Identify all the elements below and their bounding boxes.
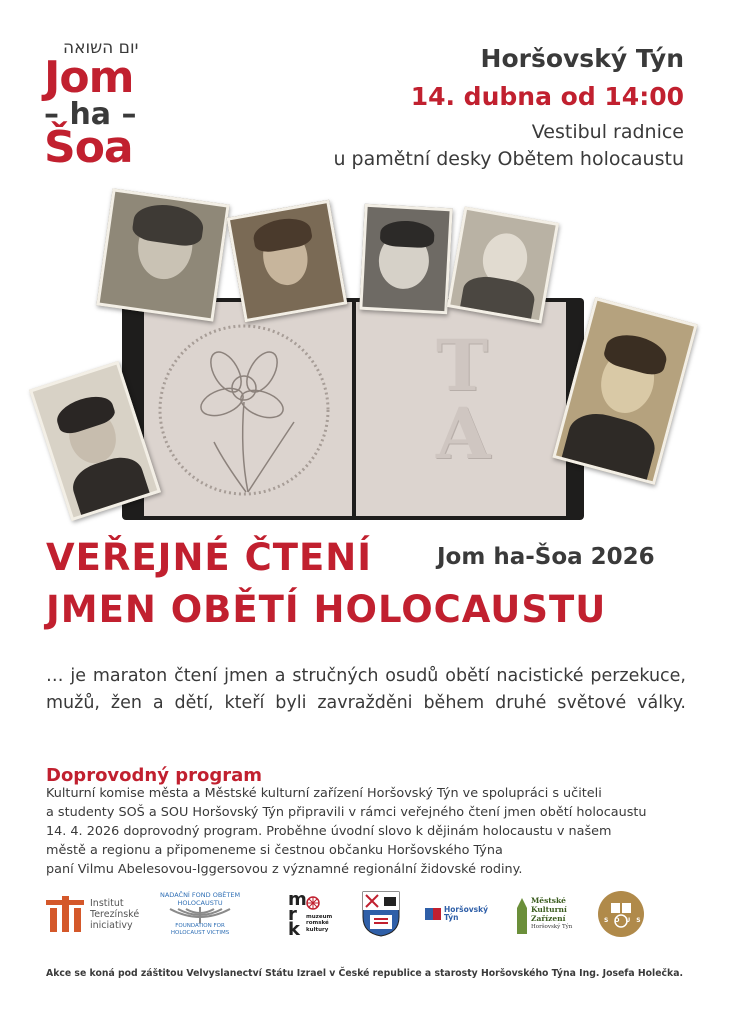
mkz-line4: Horšovský Týn [531, 924, 573, 930]
book-icon [598, 891, 647, 937]
victim-photo-4 [447, 206, 559, 323]
headline-line2: JMEN OBĚTÍ HOLOCAUSTU [46, 588, 607, 631]
event-venue-line2: u pamětní desky Obětem holocaustu [333, 148, 684, 170]
wheel-icon [306, 896, 320, 910]
nfoh-top2: HOLOCAUSTU [177, 899, 223, 907]
program-line: Kulturní komise města a Městské kulturní zařízení Horšovský Týn ve spolupráci s učiteli [46, 786, 602, 801]
intro-line2: mužů, žen a dětí, kteří byli zavražděni během druhé světové války. [46, 693, 686, 713]
menorah-icon [165, 907, 235, 923]
hty-line2: Týn [444, 913, 459, 922]
mrk-sub2: romské [306, 920, 329, 927]
footer-patronage-note: Akce se koná pod záštitou Velvyslanectví Státu Izrael v České republice a starosty Horšovského Týna Ing. Josefa Holečka. [46, 968, 684, 979]
event-date: 14. dubna od 14:00 [410, 82, 684, 111]
memorial-book [122, 298, 584, 520]
mrk-letters: mrk [288, 888, 307, 940]
victim-photo-3 [359, 204, 452, 314]
terezin-line3: iniciativy [90, 919, 133, 931]
logo-ha: – ha – [44, 97, 137, 132]
terezin-line2: Terezínské [90, 908, 140, 920]
logo-sous [598, 888, 647, 940]
mrk-sub3: kultury [306, 926, 329, 933]
logo-mrk [288, 888, 332, 940]
program-line: 14. 4. 2026 doprovodný program. Proběhne úvodní slovo k dějinám holocaustu v našem [46, 824, 612, 839]
mkz-line3: Zařízení [531, 914, 566, 923]
town-flag-icon [425, 908, 441, 920]
logo-mkz [515, 888, 572, 940]
nfoh-bottom2: HOLOCAUST VICTIMS [170, 930, 230, 936]
terezin-line1: Institut [90, 897, 124, 909]
logo-nfoh [160, 888, 240, 940]
coat-of-arms-icon [362, 891, 400, 937]
program-line: městě a regionu a připomeneme si čestnou občanku Horšovského Týna [46, 843, 503, 858]
sous-text: SOUS [604, 917, 647, 924]
event-town: Horšovský Týn [480, 44, 684, 73]
program-line: paní Vilmu Abelesovou-Iggersovou z významné regionální židovské rodiny. [46, 862, 523, 877]
victim-photo-2 [227, 200, 348, 322]
intro-line1: … je maraton čtení jmen a stručných osudů obětí nacistické perzekuce, [46, 666, 686, 686]
book-monogram: TA [436, 324, 491, 475]
logo-town-coat-of-arms [362, 888, 400, 940]
terezin-mark-icon [46, 896, 84, 932]
headline-tag: Jom ha-Šoa 2026 [437, 544, 655, 570]
hty-line1: Horšovský [444, 904, 488, 914]
logo-horsovsky-tyn [425, 888, 488, 940]
victim-photo-1 [96, 188, 229, 321]
headline-line1: VEŘEJNÉ ČTENÍ [46, 536, 372, 579]
program-line: a studenty SOŠ a SOU Horšovský Týn připravili v rámci veřejného čtení jmen obětí holocaustu [46, 805, 647, 820]
nfoh-bottom: FOUNDATION FOR [175, 923, 225, 929]
sous-badge [598, 891, 647, 937]
mkz-line1: Městské [531, 896, 566, 905]
logo-hebrew-text: יום השואה [63, 38, 139, 58]
book-left-page [144, 302, 352, 516]
castle-icon [515, 894, 529, 934]
mrk-sub1: muzeum [306, 913, 333, 920]
daffodil-icon [144, 302, 352, 516]
logo-jom: Jom [44, 52, 134, 103]
mkz-line2: Kulturní [531, 905, 567, 914]
logo-soa: Šoa [44, 122, 133, 173]
program-heading: Doprovodný program [46, 765, 263, 786]
nfoh-top: NADAČNÍ FOND OBĚTEM [160, 891, 241, 899]
book-right-page [356, 302, 566, 516]
logo-terezin-initiative [46, 888, 139, 940]
event-venue-line1: Vestibul radnice [531, 121, 684, 143]
